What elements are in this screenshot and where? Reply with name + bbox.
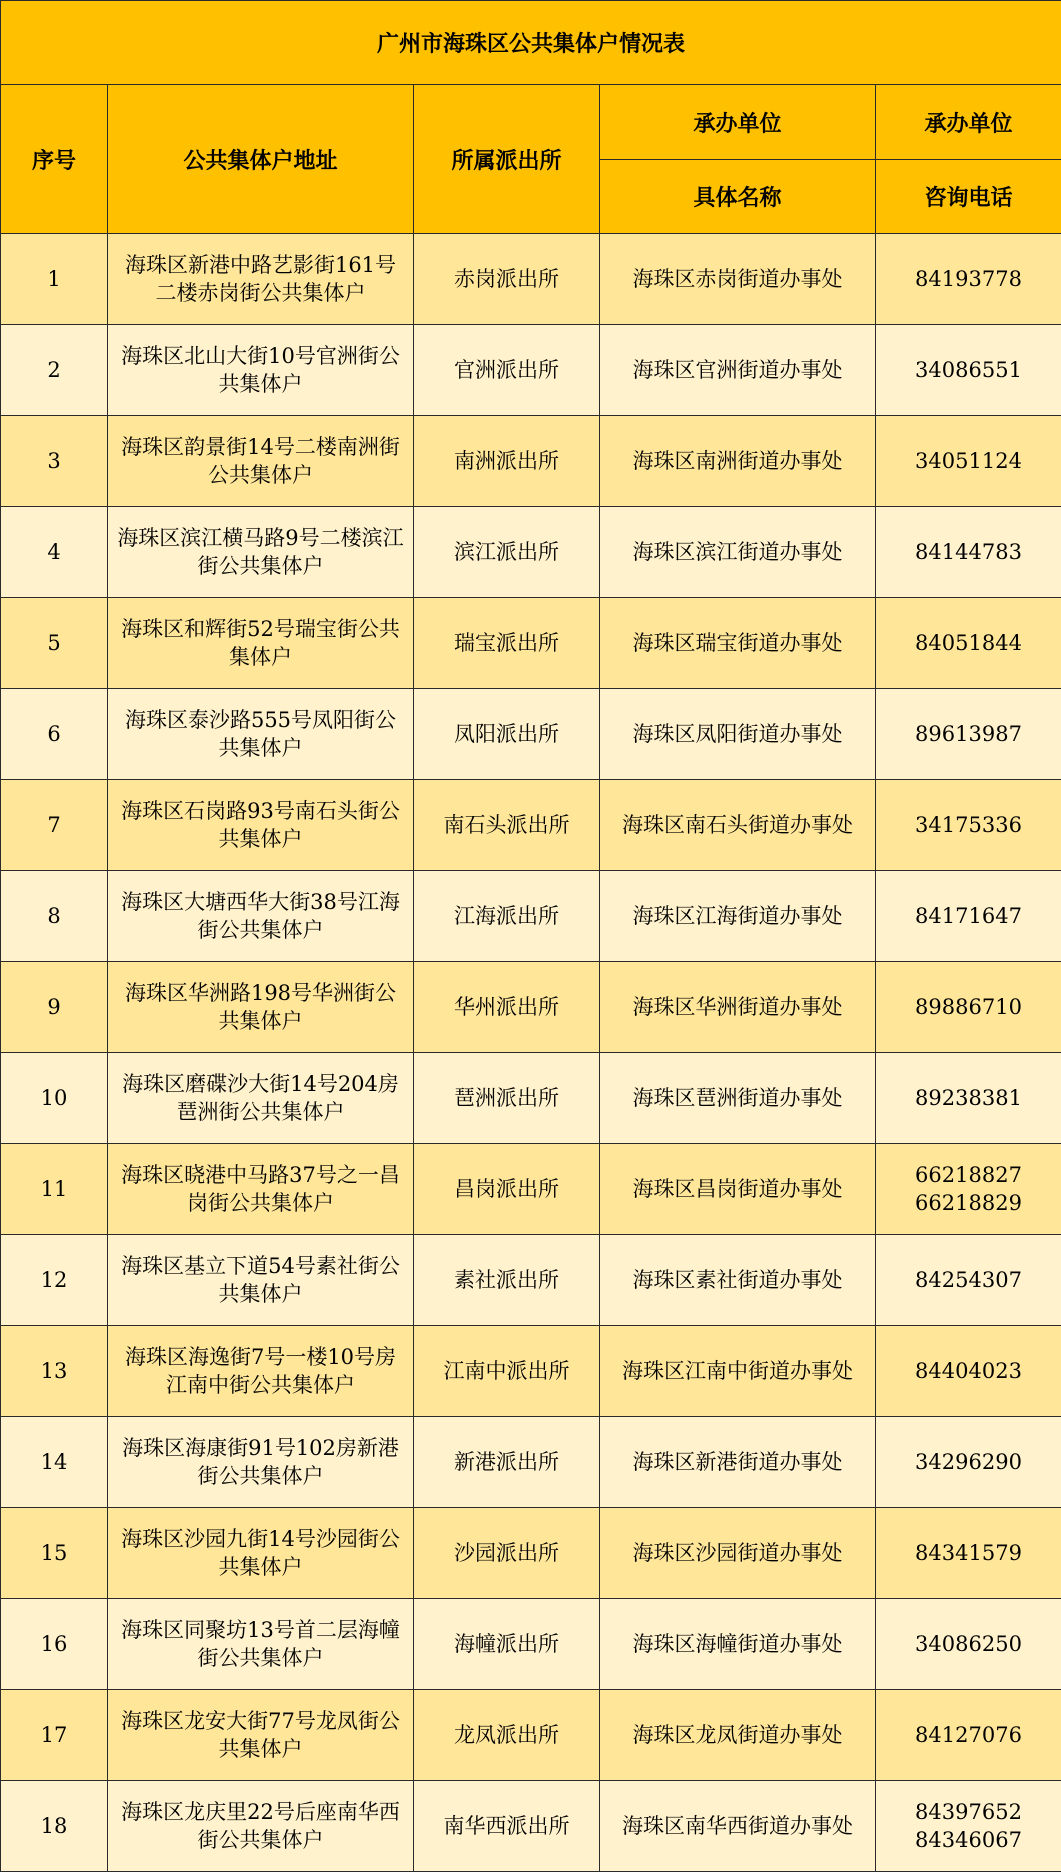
table-row <box>1 1690 1061 1781</box>
phone-number: 84397652 <box>915 1800 1022 1824</box>
cell-unit-name: 海珠区江南中街道办事处 <box>600 1326 876 1417</box>
header-police-station: 所属派出所 <box>414 85 600 234</box>
cell-unit-name: 海珠区沙园街道办事处 <box>600 1508 876 1599</box>
phone-number: 66218829 <box>915 1191 1022 1215</box>
cell-index: 5 <box>1 598 108 689</box>
cell-index: 18 <box>1 1781 108 1872</box>
phone-number: 89238381 <box>915 1086 1022 1110</box>
cell-address: 海珠区华洲路198号华洲街公共集体户 <box>108 962 414 1053</box>
cell-index: 6 <box>1 689 108 780</box>
cell-phone <box>876 962 1061 1053</box>
cell-address: 海珠区晓港中马路37号之一昌岗街公共集体户 <box>108 1144 414 1235</box>
cell-index: 9 <box>1 962 108 1053</box>
cell-police-station: 海幢派出所 <box>414 1599 600 1690</box>
cell-index: 12 <box>1 1235 108 1326</box>
cell-police-station: 华州派出所 <box>414 962 600 1053</box>
cell-unit-name: 海珠区龙凤街道办事处 <box>600 1690 876 1781</box>
phone-number: 84171647 <box>915 904 1022 928</box>
cell-index: 7 <box>1 780 108 871</box>
table-row <box>1 1599 1061 1690</box>
header-phone: 咨询电话 <box>876 160 1061 234</box>
cell-index: 16 <box>1 1599 108 1690</box>
cell-phone <box>876 1599 1061 1690</box>
phone-number: 84404023 <box>915 1359 1022 1383</box>
cell-police-station: 素社派出所 <box>414 1235 600 1326</box>
cell-index: 1 <box>1 234 108 325</box>
header-unit-group-1: 承办单位 <box>600 85 876 160</box>
cell-address: 海珠区泰沙路555号凤阳街公共集体户 <box>108 689 414 780</box>
cell-police-station: 新港派出所 <box>414 1417 600 1508</box>
phone-number: 84346067 <box>915 1828 1022 1852</box>
cell-address: 海珠区海康街91号102房新港街公共集体户 <box>108 1417 414 1508</box>
cell-address: 海珠区海逸街7号一楼10号房江南中街公共集体户 <box>108 1326 414 1417</box>
phone-number: 84193778 <box>915 267 1022 291</box>
cell-phone <box>876 416 1061 507</box>
cell-phone <box>876 689 1061 780</box>
table-row <box>1 507 1061 598</box>
table-row <box>1 416 1061 507</box>
cell-police-station: 官洲派出所 <box>414 325 600 416</box>
cell-address: 海珠区基立下道54号素社街公共集体户 <box>108 1235 414 1326</box>
cell-index: 14 <box>1 1417 108 1508</box>
cell-unit-name: 海珠区凤阳街道办事处 <box>600 689 876 780</box>
cell-phone <box>876 1144 1061 1235</box>
cell-police-station: 凤阳派出所 <box>414 689 600 780</box>
phone-number: 84254307 <box>915 1268 1022 1292</box>
cell-unit-name: 海珠区素社街道办事处 <box>600 1235 876 1326</box>
cell-phone <box>876 1053 1061 1144</box>
cell-index: 13 <box>1 1326 108 1417</box>
table-row <box>1 234 1061 325</box>
cell-police-station: 南华西派出所 <box>414 1781 600 1872</box>
cell-address: 海珠区石岗路93号南石头街公共集体户 <box>108 780 414 871</box>
cell-police-station: 昌岗派出所 <box>414 1144 600 1235</box>
cell-phone <box>876 507 1061 598</box>
cell-index: 2 <box>1 325 108 416</box>
cell-police-station: 赤岗派出所 <box>414 234 600 325</box>
table-row <box>1 1417 1061 1508</box>
cell-police-station: 江海派出所 <box>414 871 600 962</box>
phone-number: 84341579 <box>915 1541 1022 1565</box>
table-row <box>1 780 1061 871</box>
cell-police-station: 滨江派出所 <box>414 507 600 598</box>
cell-police-station: 江南中派出所 <box>414 1326 600 1417</box>
cell-police-station: 龙凤派出所 <box>414 1690 600 1781</box>
cell-police-station: 南石头派出所 <box>414 780 600 871</box>
cell-phone <box>876 1235 1061 1326</box>
header-unit-name: 具体名称 <box>600 160 876 234</box>
phone-number: 84051844 <box>915 631 1022 655</box>
cell-index: 15 <box>1 1508 108 1599</box>
cell-address: 海珠区韵景街14号二楼南洲街公共集体户 <box>108 416 414 507</box>
cell-address: 海珠区龙安大街77号龙凤街公共集体户 <box>108 1690 414 1781</box>
cell-unit-name: 海珠区南华西街道办事处 <box>600 1781 876 1872</box>
phone-number: 84127076 <box>915 1723 1022 1747</box>
cell-index: 17 <box>1 1690 108 1781</box>
table-row <box>1 1326 1061 1417</box>
cell-phone <box>876 1326 1061 1417</box>
cell-police-station: 琶洲派出所 <box>414 1053 600 1144</box>
table-row <box>1 1508 1061 1599</box>
cell-unit-name: 海珠区昌岗街道办事处 <box>600 1144 876 1235</box>
cell-phone <box>876 780 1061 871</box>
phone-number: 89886710 <box>915 995 1022 1019</box>
cell-unit-name: 海珠区赤岗街道办事处 <box>600 234 876 325</box>
table-row <box>1 962 1061 1053</box>
table-body <box>1 234 1061 1872</box>
phone-number: 34086551 <box>915 358 1022 382</box>
cell-address: 海珠区同聚坊13号首二层海幢街公共集体户 <box>108 1599 414 1690</box>
cell-unit-name: 海珠区江海街道办事处 <box>600 871 876 962</box>
phone-number: 66218827 <box>915 1163 1022 1187</box>
cell-address: 海珠区龙庆里22号后座南华西街公共集体户 <box>108 1781 414 1872</box>
cell-address: 海珠区沙园九街14号沙园街公共集体户 <box>108 1508 414 1599</box>
cell-police-station: 南洲派出所 <box>414 416 600 507</box>
table-row <box>1 1781 1061 1872</box>
cell-address: 海珠区北山大街10号官洲街公共集体户 <box>108 325 414 416</box>
table-row <box>1 871 1061 962</box>
table-row <box>1 689 1061 780</box>
header-address: 公共集体户地址 <box>108 85 414 234</box>
table-title: 广州市海珠区公共集体户情况表 <box>1 1 1061 85</box>
cell-index: 11 <box>1 1144 108 1235</box>
cell-police-station: 沙园派出所 <box>414 1508 600 1599</box>
cell-address: 海珠区新港中路艺影街161号二楼赤岗街公共集体户 <box>108 234 414 325</box>
cell-phone <box>876 871 1061 962</box>
phone-number: 34296290 <box>915 1450 1022 1474</box>
cell-unit-name: 海珠区南洲街道办事处 <box>600 416 876 507</box>
table-row <box>1 1053 1061 1144</box>
cell-police-station: 瑞宝派出所 <box>414 598 600 689</box>
phone-number: 34086250 <box>915 1632 1022 1656</box>
table-row <box>1 598 1061 689</box>
cell-unit-name: 海珠区滨江街道办事处 <box>600 507 876 598</box>
cell-unit-name: 海珠区瑞宝街道办事处 <box>600 598 876 689</box>
cell-unit-name: 海珠区琶洲街道办事处 <box>600 1053 876 1144</box>
cell-index: 10 <box>1 1053 108 1144</box>
table-row <box>1 1144 1061 1235</box>
phone-number: 89613987 <box>915 722 1022 746</box>
cell-index: 3 <box>1 416 108 507</box>
cell-phone <box>876 1781 1061 1872</box>
cell-unit-name: 海珠区官洲街道办事处 <box>600 325 876 416</box>
cell-index: 4 <box>1 507 108 598</box>
cell-index: 8 <box>1 871 108 962</box>
cell-address: 海珠区磨碟沙大街14号204房琶洲街公共集体户 <box>108 1053 414 1144</box>
phone-number: 34051124 <box>915 449 1022 473</box>
cell-unit-name: 海珠区新港街道办事处 <box>600 1417 876 1508</box>
cell-unit-name: 海珠区南石头街道办事处 <box>600 780 876 871</box>
phone-number: 84144783 <box>915 540 1022 564</box>
cell-unit-name: 海珠区华洲街道办事处 <box>600 962 876 1053</box>
cell-phone <box>876 1508 1061 1599</box>
cell-phone <box>876 1690 1061 1781</box>
cell-address: 海珠区和辉街52号瑞宝街公共集体户 <box>108 598 414 689</box>
header-unit-group-2: 承办单位 <box>876 85 1061 160</box>
cell-phone <box>876 598 1061 689</box>
cell-phone <box>876 1417 1061 1508</box>
table-row <box>1 325 1061 416</box>
phone-number: 34175336 <box>915 813 1022 837</box>
cell-phone <box>876 325 1061 416</box>
cell-phone <box>876 234 1061 325</box>
cell-address: 海珠区大塘西华大街38号江海街公共集体户 <box>108 871 414 962</box>
header-index: 序号 <box>1 85 108 234</box>
cell-unit-name: 海珠区海幢街道办事处 <box>600 1599 876 1690</box>
cell-address: 海珠区滨江横马路9号二楼滨江街公共集体户 <box>108 507 414 598</box>
table-row <box>1 1235 1061 1326</box>
